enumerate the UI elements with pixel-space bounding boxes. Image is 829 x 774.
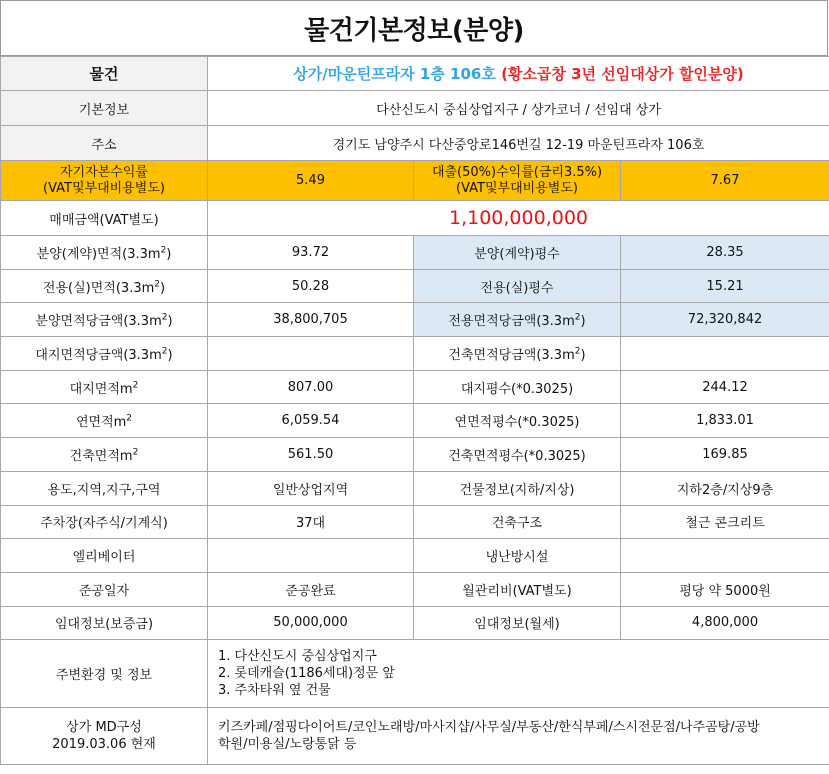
row-label-right-text: 건축면적당금액(3.3m [448,347,575,363]
row-label-right [414,471,621,505]
row-label-left-suffix: ) [167,314,173,330]
property-info-table [0,56,829,765]
row-label-right-text: 전용(실)평수 [480,280,554,296]
row-label-right-superscript: 2 [574,312,581,323]
row-label-left [1,303,208,337]
row-value-left: 50.28 [208,269,414,303]
price-label: 매매금액(VAT별도) [1,201,208,236]
row-label-left-suffix: ) [160,280,166,296]
row-label-right [414,572,621,606]
row-label-right-suffix: ) [580,314,586,330]
row-label-left-text: 임대정보(보증금) [54,617,154,633]
row-label-left-text: 연면적m [75,415,127,431]
info-row [1,404,829,438]
info-row [1,438,829,472]
row-value-left: 50,000,000 [208,606,414,640]
row-value-right: 15.21 [621,269,829,303]
surroundings-item: 3. 주차타워 옆 건물 [218,683,331,699]
row-label-left [1,471,208,505]
info-row [1,370,829,404]
row-value-right: 4,800,000 [621,606,829,640]
row-label-right [414,370,621,404]
price-value: 1,100,000,000 [208,201,829,236]
info-row [1,236,829,270]
surroundings-label: 주변환경 및 정보 [1,640,208,708]
row-label-left [1,539,208,573]
row-value-right [621,337,829,371]
md-value-line1: 키즈카페/점핑다이어트/코인노래방/마사지샵/사무실/부동산/한식부페/스시전문점/나주곰탕/공방 [218,720,760,736]
property-name-main: 상가/마운틴프라자 1층 106호 [293,65,496,83]
loan-return-value: 7.67 [621,161,829,201]
row-value-right: 1,833.01 [621,404,829,438]
row-value-right: 72,320,842 [621,303,829,337]
row-label-left-superscript: 2 [161,312,168,323]
loan-return-label [414,161,621,201]
row-label-right [414,505,621,539]
row-label-left [1,572,208,606]
row-value-right [621,539,829,573]
info-row [1,606,829,640]
row-value-right: 244.12 [621,370,829,404]
row-value-right: 28.35 [621,236,829,270]
property-label: 물건 [1,57,208,91]
row-label-left-text: 엘리베이터 [72,550,136,566]
row-label-left-superscript: 2 [161,346,168,357]
row-label-right [414,404,621,438]
surroundings-row [1,640,829,708]
row-value-right: 지하2층/지상9층 [621,471,829,505]
row-value-left: 807.00 [208,370,414,404]
row-value-left: 561.50 [208,438,414,472]
own-capital-return-label-line2: (VAT및부대비용별도) [43,180,165,196]
row-label-right-text: 전용면적당금액(3.3m [448,314,575,330]
info-row [1,471,829,505]
row-label-left [1,404,208,438]
row-label-right-text: 연면적평수(*0.3025) [454,415,580,431]
own-capital-return-value: 5.49 [208,161,414,201]
basic-info-value: 다산신도시 중심상업지구 / 상가코너 / 선임대 상가 [208,91,829,126]
property-name [208,57,829,91]
row-label-left-text: 건축면적m [69,448,133,464]
md-row [1,708,829,765]
own-capital-return-label [1,161,208,201]
row-value-left: 준공완료 [208,572,414,606]
row-label-left-text: 대지면적m [69,381,133,397]
row-value-left [208,539,414,573]
own-capital-return-label-line1: 자기자본수익률 [60,164,148,180]
row-label-right-text: 임대정보(월세) [474,617,560,633]
md-value-line2: 학원/미용실/노랑통닭 등 [218,737,357,753]
row-value-left: 37대 [208,505,414,539]
row-label-right [414,303,621,337]
row-label-left-superscript: 2 [132,447,139,458]
property-row [1,57,829,91]
row-label-left-superscript: 2 [132,380,139,391]
row-label-left-text: 분양면적당금액(3.3m [35,314,162,330]
property-name-note: (황소곱창 3년 선임대상가 할인분양) [501,65,744,83]
returns-row [1,161,829,201]
sheet-title: 물건기본정보(분양) [0,0,828,56]
row-value-right: 철근 콘크리트 [621,505,829,539]
info-row [1,337,829,371]
row-label-left [1,269,208,303]
row-label-left-text: 대지면적당금액(3.3m [35,347,162,363]
info-row [1,539,829,573]
md-value [208,708,829,765]
row-label-right [414,337,621,371]
row-label-right [414,438,621,472]
address-value: 경기도 남양주시 다산중앙로146번길 12-19 마운틴프라자 106호 [208,126,829,161]
row-label-left-text: 주차장(자주식/기계식) [40,516,168,532]
row-value-left: 38,800,705 [208,303,414,337]
row-label-right-text: 분양(계약)평수 [474,246,560,262]
row-label-right-text: 대지평수(*0.3025) [460,381,574,397]
row-value-left [208,337,414,371]
row-label-left [1,370,208,404]
basic-info-label: 기본정보 [1,91,208,126]
row-label-left-suffix: ) [166,246,172,262]
row-label-left [1,438,208,472]
loan-return-label-line2: (VAT및부대비용별도) [456,180,578,196]
address-row [1,126,829,161]
row-value-left: 93.72 [208,236,414,270]
surroundings-item: 1. 다산신도시 중심상업지구 [218,649,377,665]
row-label-left [1,606,208,640]
info-row [1,505,829,539]
row-label-right-suffix: ) [580,347,586,363]
info-row [1,303,829,337]
row-label-right-superscript: 2 [574,346,581,357]
row-label-right-text: 월관리비(VAT별도) [462,583,572,599]
price-row [1,201,829,236]
row-label-left [1,505,208,539]
row-label-right-text: 건축구조 [491,516,543,532]
row-label-right-text: 건축면적평수(*0.3025) [448,448,586,464]
info-row [1,572,829,606]
row-label-right [414,539,621,573]
info-row [1,269,829,303]
md-label [1,708,208,765]
row-label-left-text: 분양(계약)면적(3.3m [36,246,161,262]
row-label-left-text: 용도,지역,지구,구역 [47,482,161,498]
row-label-right [414,269,621,303]
row-label-right [414,606,621,640]
row-value-left: 일반상업지역 [208,471,414,505]
md-label-line1: 상가 MD구성 [66,720,142,736]
md-label-line2: 2019.03.06 현재 [52,737,156,753]
row-label-left-superscript: 2 [160,245,167,256]
row-label-left [1,236,208,270]
row-value-right: 169.85 [621,438,829,472]
row-value-left: 6,059.54 [208,404,414,438]
row-value-right: 평당 약 5000원 [621,572,829,606]
row-label-right-text: 건물정보(지하/지상) [459,482,575,498]
row-label-right [414,236,621,270]
row-label-left-text: 전용(실)면적(3.3m [42,280,155,296]
row-label-left [1,337,208,371]
row-label-left-superscript: 2 [154,279,160,290]
surroundings-list [208,640,829,708]
address-label: 주소 [1,126,208,161]
row-label-left-superscript: 2 [126,413,133,424]
surroundings-item: 2. 롯데캐슬(1186세대)정문 앞 [218,666,395,682]
row-label-left-suffix: ) [167,347,173,363]
row-label-left-text: 준공일자 [78,583,130,599]
basic-info-row [1,91,829,126]
loan-return-label-line1: 대출(50%)수익률(금리3.5%) [431,164,603,180]
row-label-right-text: 냉난방시설 [485,550,549,566]
